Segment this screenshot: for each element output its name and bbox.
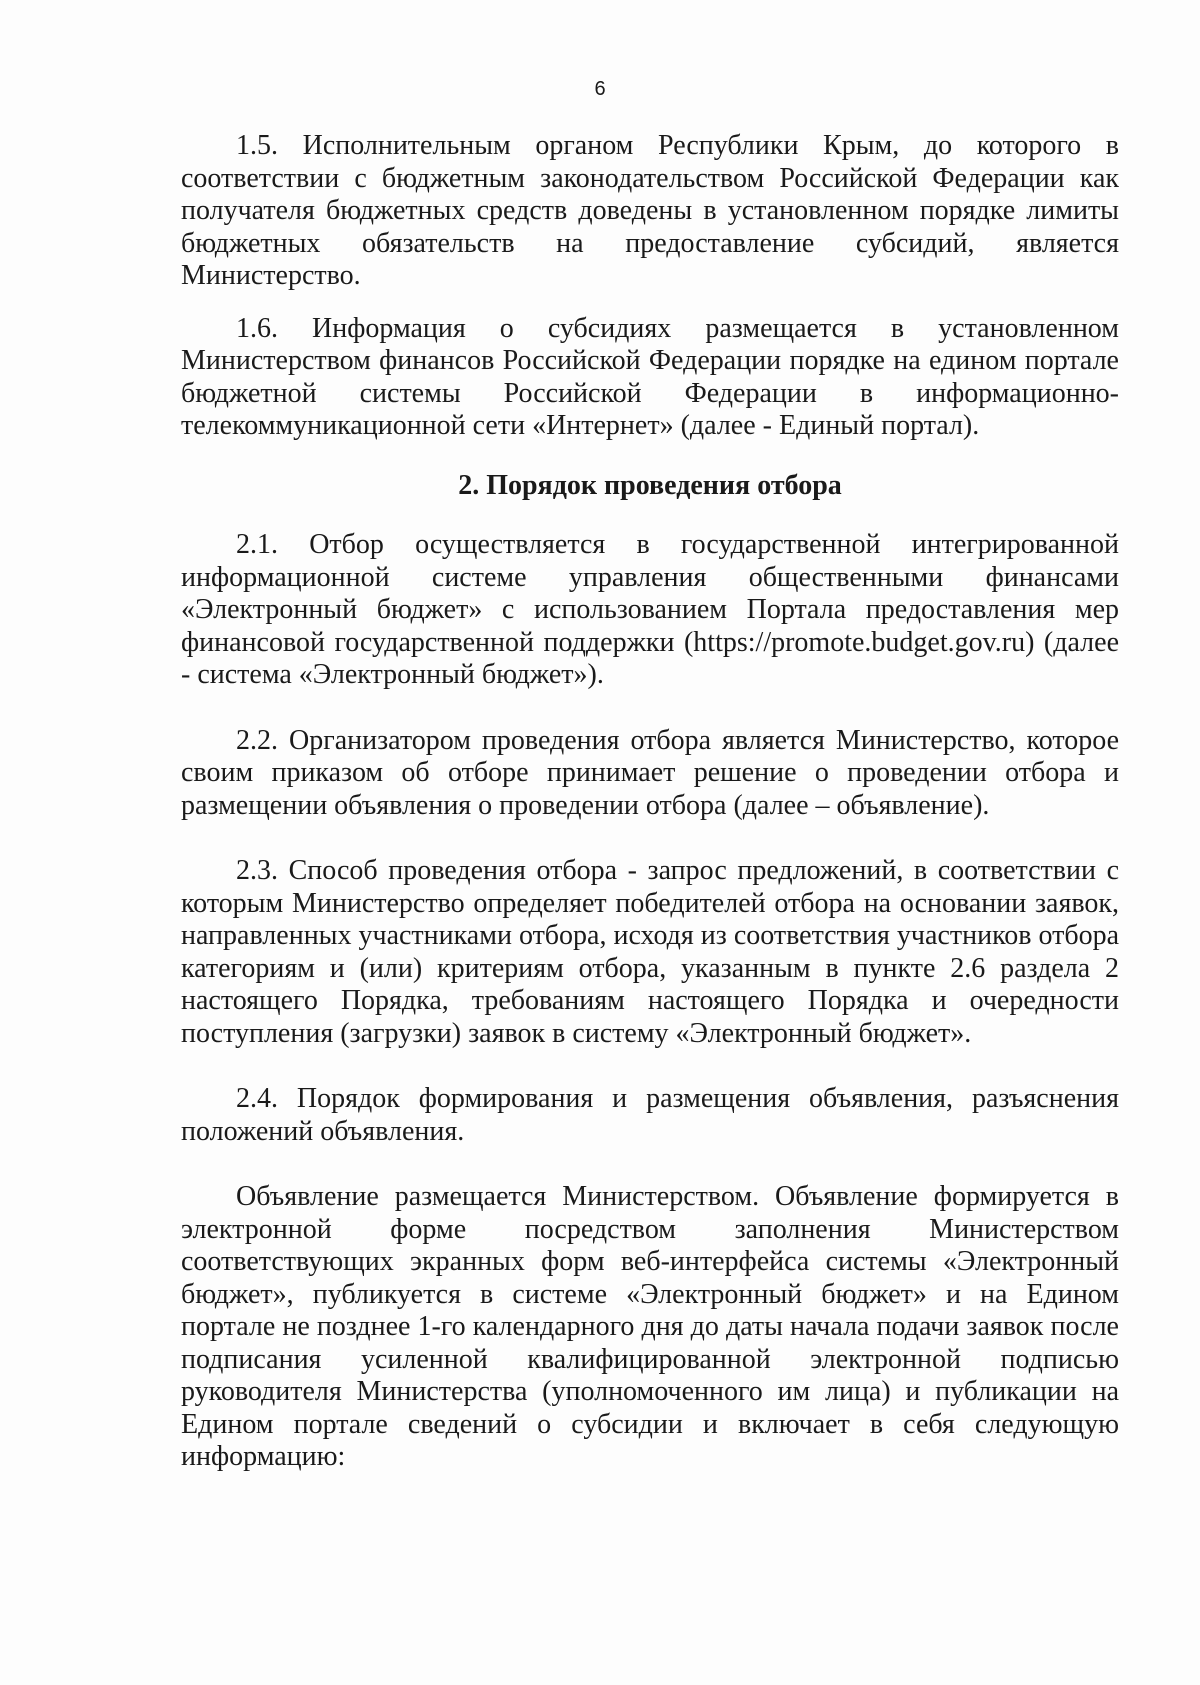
paragraph-2-1: 2.1. Отбор осуществляется в государственной интегрированной информационной системе управления общественными финансами «Электронный бюджет» с использованием Портала предоставления мер финансовой государственной поддержки (https://promote.budget.gov.ru) (далее - система «Электронный бюджет»).: [181, 529, 1119, 690]
paragraph-1-6: 1.6. Информация о субсидиях размещается в установленном Министерством финансов Российской Федерации порядке на едином портале бюджетной системы Российской Федерации в информационно-телекоммуникационной сети «Интернет» (далее - Единый портал).: [181, 312, 1119, 441]
page-number: 6: [594, 78, 606, 100]
paragraph-2-4: 2.4. Порядок формирования и размещения объявления, разъяснения положений объявления.: [181, 1083, 1119, 1147]
paragraph-announcement: Объявление размещается Министерством. Объявление формируется в электронной форме посредством заполнения Министерством соответствующих экранных форм веб-интерфейса системы «Электронный бюджет», публикуется в системе «Электронный бюджет» и на Едином портале не позднее 1-го календарного дня до даты начала подачи заявок после подписания усиленной квалифицированной электронной подписью руководителя Министерства (уполномоченного им лица) и публикации на Едином портале сведений о субсидии и включает в себя следующую информацию:: [181, 1181, 1119, 1472]
paragraph-2-2: 2.2. Организатором проведения отбора является Министерство, которое своим приказом об отборе принимает решение о проведении отбора и размещении объявления о проведении отбора (далее – объявление).: [181, 724, 1119, 821]
paragraph-2-3: 2.3. Способ проведения отбора - запрос предложений, в соответствии с которым Министерство определяет победителей отбора на основании заявок, направленных участниками отбора, исходя из соответствия участников отбора категориям и (или) критериям отбора, указанным в пункте 2.6 раздела 2 настоящего Порядка, требованиям настоящего Порядка и очередности поступления (загрузки) заявок в систему «Электронный бюджет».: [181, 855, 1120, 1049]
paragraph-1-5: 1.5. Исполнительным органом Республики Крым, до которого в соответствии с бюджетным законодательством Российской Федерации как получателя бюджетных средств доведены в установленном порядке лимиты бюджетных обязательств на предоставление субсидий, является Министерство.: [181, 130, 1119, 291]
document-body: [181, 130, 1119, 1474]
section-2-heading: 2. Порядок проведения отбора: [458, 469, 842, 501]
